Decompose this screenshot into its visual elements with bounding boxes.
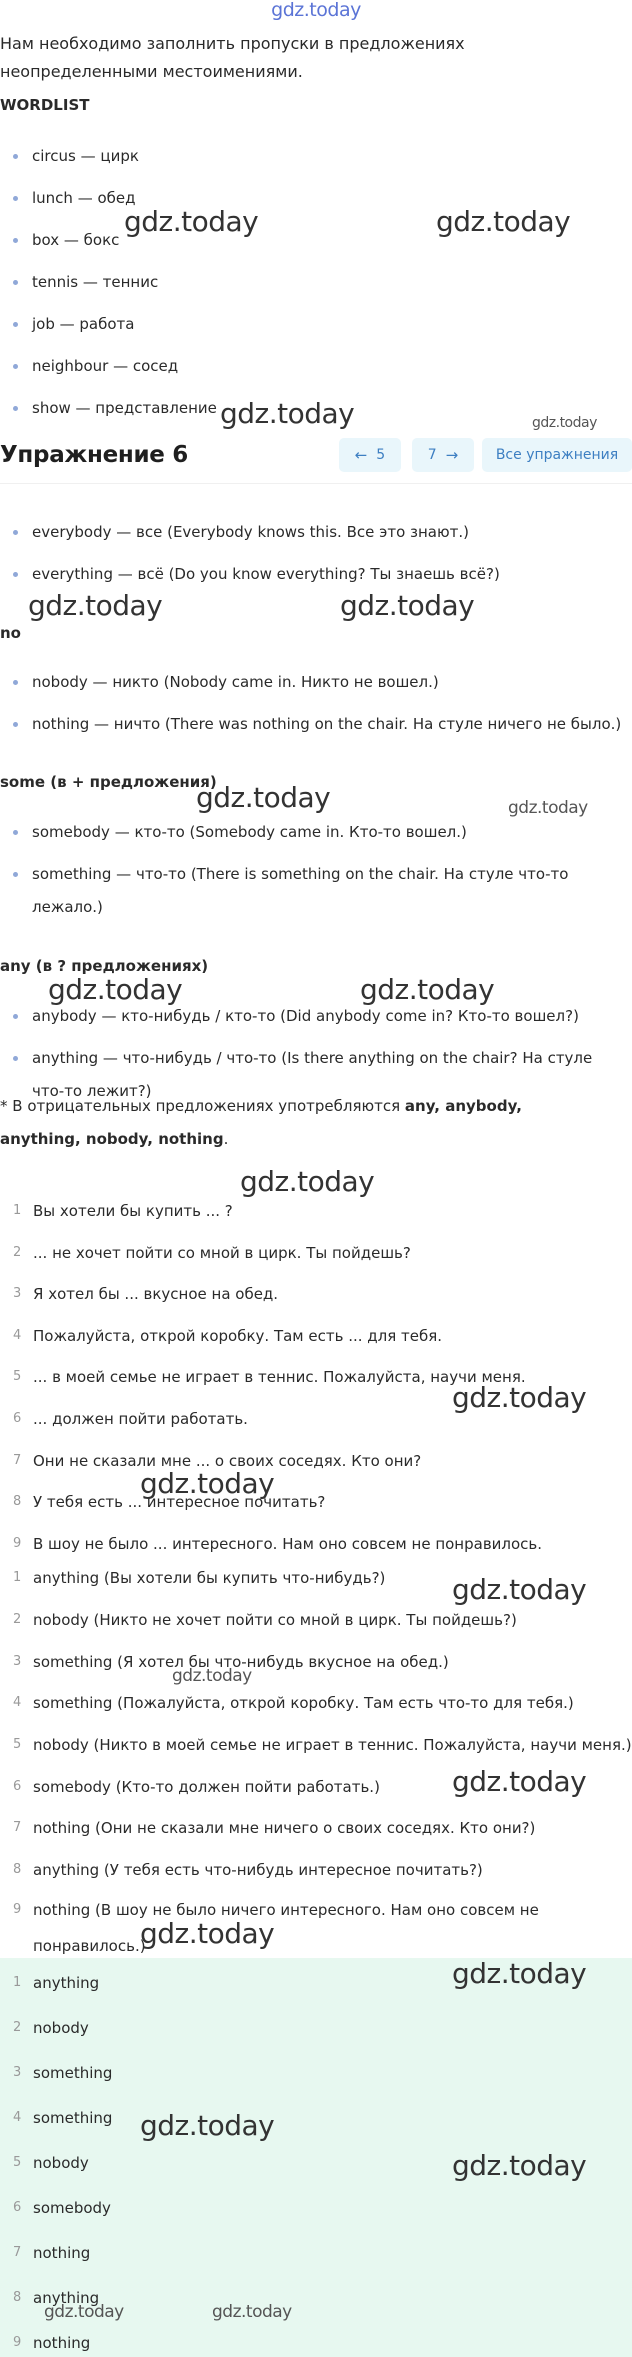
answer-item: 6 somebody xyxy=(13,2199,111,2217)
watermark: gdz.today xyxy=(360,973,495,1006)
list-item: lunch — обед xyxy=(0,182,136,215)
watermark: gdz.today xyxy=(140,1467,275,1500)
section-title-no: no xyxy=(0,624,21,642)
section-title-some: some (в + предложения) xyxy=(0,773,217,791)
watermark: gdz.today xyxy=(28,589,163,622)
watermark: gdz.today xyxy=(452,1381,587,1414)
arrow-right-icon: → xyxy=(445,446,459,464)
watermark: gdz.today xyxy=(124,205,259,238)
exercise-item: 1 Вы хотели бы купить ... ? xyxy=(13,1202,233,1220)
list-item: anybody — кто-нибудь / кто-то (Did anybody come in? Кто-то вошел?) xyxy=(0,1000,579,1033)
wordlist-title: WORDLIST xyxy=(0,96,90,114)
list-item: anything — что-нибудь / что-то (Is there anything on the chair? На стуле что-то лежит?) xyxy=(0,1042,612,1108)
exercise-item: 3 Я хотел бы ... вкусное на обед. xyxy=(13,1285,279,1303)
watermark: gdz.today xyxy=(212,2302,292,2322)
list-item: neighbour — сосед xyxy=(0,350,178,383)
list-item: tennis — теннис xyxy=(0,266,158,299)
answer-item: 9 nothing xyxy=(13,2334,91,2352)
exercise-item: 8 У тебя есть ... интересное почитать? xyxy=(13,1493,326,1511)
translation-item: 8 anything (У тебя есть что-нибудь интересное почитать?) xyxy=(13,1861,483,1879)
exercise-header xyxy=(0,432,632,484)
answer-item: 8 anything xyxy=(13,2289,100,2307)
exercise-item: 5 ... в моей семье не играет в теннис. Пожалуйста, научи меня. xyxy=(13,1368,526,1386)
watermark: gdz.today xyxy=(436,205,571,238)
prev-exercise-button[interactable]: ← 5 xyxy=(339,438,401,472)
watermark: gdz.today xyxy=(508,798,588,818)
answer-item: 2 nobody xyxy=(13,2019,89,2037)
watermark: gdz.today xyxy=(340,589,475,622)
watermark: gdz.today xyxy=(140,2109,275,2142)
next-exercise-button[interactable]: 7 → xyxy=(412,438,474,472)
exercise-item: 4 Пожалуйста, открой коробку. Там есть ... для тебя. xyxy=(13,1327,443,1345)
watermark: gdz.today xyxy=(240,1165,375,1198)
translation-item: 3 something (Я хотел бы что-нибудь вкусное на обед.) xyxy=(13,1653,449,1671)
watermark: gdz.today xyxy=(532,415,597,431)
list-item: something — что-то (There is something on the chair. На стуле что-то лежало.) xyxy=(0,858,612,924)
list-item: nothing — ничто (There was nothing on the chair. На стуле ничего не было.) xyxy=(0,708,621,741)
watermark: gdz.today xyxy=(452,1957,587,1990)
watermark: gdz.today xyxy=(452,1573,587,1606)
exercise-item: 2 ... не хочет пойти со мной в цирк. Ты пойдешь? xyxy=(13,1244,411,1262)
all-exercises-button[interactable]: Все упражнения xyxy=(482,438,632,472)
list-item: nobody — никто (Nobody came in. Никто не вошел.) xyxy=(0,666,439,699)
watermark: gdz.today xyxy=(48,973,183,1006)
watermark: gdz.today xyxy=(44,2302,124,2322)
section-title-any: any (в ? предложениях) xyxy=(0,957,209,975)
page-title: Упражнение 6 xyxy=(0,442,189,468)
answer-item: 7 nothing xyxy=(13,2244,91,2262)
answer-item: 5 nobody xyxy=(13,2154,89,2172)
watermark: gdz.today xyxy=(172,1666,252,1686)
exercise-item: 6 ... должен пойти работать. xyxy=(13,1410,248,1428)
intro-text: Нам необходимо заполнить пропуски в предложениях неопределенными местоимениями. xyxy=(0,34,465,81)
list-item: circus — цирк xyxy=(0,140,139,173)
answer-item: 1 anything xyxy=(13,1974,100,1992)
translation-item: 6 somebody (Кто-то должен пойти работать.) xyxy=(13,1778,380,1796)
list-item: job — работа xyxy=(0,308,134,341)
watermark: gdz.today xyxy=(196,781,331,814)
site-logo[interactable]: gdz.today xyxy=(271,0,361,21)
translation-item: 9 nothing (В шоу не было ничего интересного. Нам оно совсем не понравилось.) xyxy=(13,1901,539,1955)
translation-item: 7 nothing (Они не сказали мне ничего о своих соседях. Кто они?) xyxy=(13,1819,536,1837)
exercise-item: 7 Они не сказали мне ... о своих соседях. Кто они? xyxy=(13,1452,422,1470)
watermark: gdz.today xyxy=(140,1917,275,1950)
answer-item: 3 something xyxy=(13,2064,113,2082)
negation-note: * В отрицательных предложениях употребляются any, anybody, anything, nobody, nothing. xyxy=(0,1097,522,1148)
watermark: gdz.today xyxy=(452,1765,587,1798)
list-item: everything — всё (Do you know everything? Ты знаешь всё?) xyxy=(0,558,500,591)
watermark: gdz.today xyxy=(452,2149,587,2182)
translation-item: 4 something (Пожалуйста, открой коробку. Там есть что-то для тебя.) xyxy=(13,1694,574,1712)
exercise-item: 9 В шоу не было ... интересного. Нам оно совсем не понравилось. xyxy=(13,1535,543,1553)
list-item: somebody — кто-то (Somebody came in. Кто-то вошел.) xyxy=(0,816,467,849)
list-item: show — представление xyxy=(0,392,217,425)
translation-item: 2 nobody (Никто не хочет пойти со мной в цирк. Ты пойдешь?) xyxy=(13,1611,517,1629)
watermark: gdz.today xyxy=(220,397,355,430)
arrow-left-icon: ← xyxy=(354,446,368,464)
list-item: box — бокс xyxy=(0,224,119,257)
list-item: everybody — все (Everybody knows this. Все это знают.) xyxy=(0,516,469,549)
answer-item: 4 something xyxy=(13,2109,113,2127)
translation-item: 1 anything (Вы хотели бы купить что-нибудь?) xyxy=(13,1569,386,1587)
translation-item: 5 nobody (Никто в моей семье не играет в теннис. Пожалуйста, научи меня.) xyxy=(13,1736,632,1754)
